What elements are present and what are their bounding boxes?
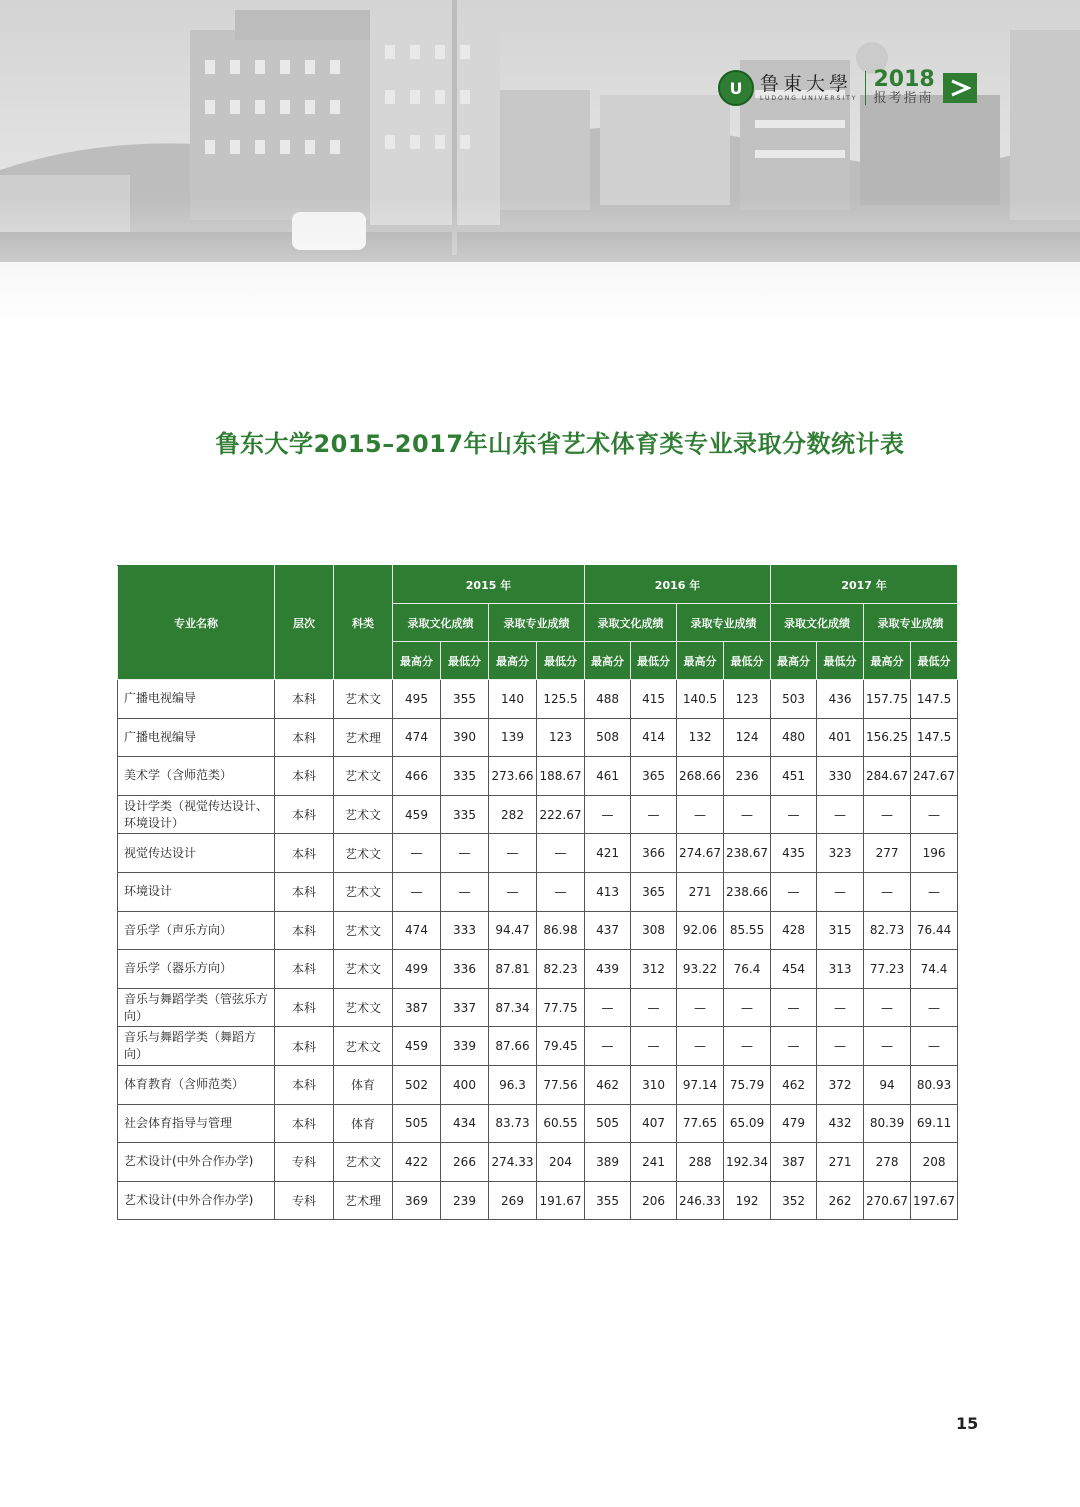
- cell-score: 156.25: [864, 718, 911, 757]
- cell-score: 80.93: [911, 1065, 958, 1104]
- table-row: [118, 1027, 958, 1066]
- cell-score: —: [537, 872, 585, 911]
- cell-score: 79.45: [537, 1027, 585, 1066]
- table-row: [118, 680, 958, 719]
- cell-score: 461: [585, 757, 631, 796]
- cell-category: 艺术文: [334, 680, 393, 719]
- cell-score: —: [864, 872, 911, 911]
- cell-level: 本科: [275, 1027, 334, 1066]
- cell-category: 艺术理: [334, 1181, 393, 1220]
- cell-score: 365: [631, 757, 677, 796]
- cell-score: 365: [631, 872, 677, 911]
- cell-score: —: [864, 988, 911, 1027]
- header-max: 最高分: [677, 642, 724, 680]
- cell-score: 139: [489, 718, 537, 757]
- guide-year-block: [873, 69, 934, 107]
- cell-score: 123: [537, 718, 585, 757]
- cell-score: 415: [631, 680, 677, 719]
- cell-score: 191.67: [537, 1181, 585, 1220]
- cell-score: —: [864, 795, 911, 834]
- cell-score: 401: [817, 718, 864, 757]
- header-year: 2016 年: [585, 566, 771, 604]
- cell-level: 本科: [275, 911, 334, 950]
- cell-score: —: [631, 1027, 677, 1066]
- cell-score: 436: [817, 680, 864, 719]
- cell-score: 330: [817, 757, 864, 796]
- header-score-group: 录取专业成绩: [489, 604, 585, 642]
- table-row: [118, 950, 958, 989]
- table-row: [118, 988, 958, 1027]
- cell-category: 艺术文: [334, 1143, 393, 1182]
- cell-score: —: [817, 1027, 864, 1066]
- cell-score: 352: [771, 1181, 817, 1220]
- cell-score: 123: [724, 680, 771, 719]
- cell-score: 503: [771, 680, 817, 719]
- cell-level: 本科: [275, 950, 334, 989]
- cell-score: 132: [677, 718, 724, 757]
- cell-score: —: [771, 988, 817, 1027]
- cell-score: 323: [817, 834, 864, 873]
- cell-score: 308: [631, 911, 677, 950]
- cell-score: 479: [771, 1104, 817, 1143]
- cell-score: 147.5: [911, 718, 958, 757]
- cell-score: 86.98: [537, 911, 585, 950]
- table-row: [118, 1104, 958, 1143]
- cell-level: 专科: [275, 1143, 334, 1182]
- cell-level: 本科: [275, 680, 334, 719]
- cell-score: —: [631, 795, 677, 834]
- cell-level: 本科: [275, 718, 334, 757]
- cell-score: 499: [393, 950, 441, 989]
- university-logo: [718, 70, 754, 106]
- table-body: [118, 680, 958, 1220]
- cell-category: 艺术文: [334, 988, 393, 1027]
- cell-score: 94: [864, 1065, 911, 1104]
- cell-score: 147.5: [911, 680, 958, 719]
- cell-score: —: [489, 872, 537, 911]
- admission-scores-table: [117, 565, 958, 1220]
- university-name: [760, 73, 857, 103]
- cell-score: 336: [441, 950, 489, 989]
- header-score-group: 录取文化成绩: [585, 604, 677, 642]
- cell-score: 488: [585, 680, 631, 719]
- header-category: 科类: [334, 566, 393, 680]
- cell-score: —: [864, 1027, 911, 1066]
- header-score-group: 录取专业成绩: [677, 604, 771, 642]
- page-number: 15: [956, 1414, 979, 1433]
- cell-score: 278: [864, 1143, 911, 1182]
- table-row: [118, 911, 958, 950]
- cell-major-name: 广播电视编导: [118, 718, 275, 757]
- cell-score: 125.5: [537, 680, 585, 719]
- cell-score: —: [585, 988, 631, 1027]
- cell-score: 74.4: [911, 950, 958, 989]
- cell-score: 206: [631, 1181, 677, 1220]
- cell-score: 85.55: [724, 911, 771, 950]
- cell-score: 75.79: [724, 1065, 771, 1104]
- cell-level: 本科: [275, 757, 334, 796]
- header-level: 层次: [275, 566, 334, 680]
- campus-buildings-illustration: [0, 0, 1080, 360]
- cell-score: —: [393, 834, 441, 873]
- header-max: 最高分: [489, 642, 537, 680]
- table-row: [118, 1065, 958, 1104]
- header-year: 2017 年: [771, 566, 958, 604]
- cell-score: 462: [585, 1065, 631, 1104]
- cell-level: 本科: [275, 1104, 334, 1143]
- cell-score: 502: [393, 1065, 441, 1104]
- cell-score: 387: [393, 988, 441, 1027]
- cell-score: 270.67: [864, 1181, 911, 1220]
- table-row: [118, 1143, 958, 1182]
- cell-score: 76.4: [724, 950, 771, 989]
- cell-category: 艺术文: [334, 834, 393, 873]
- cell-score: —: [911, 1027, 958, 1066]
- cell-score: 96.3: [489, 1065, 537, 1104]
- cell-score: 355: [585, 1181, 631, 1220]
- cell-score: —: [537, 834, 585, 873]
- cell-score: 313: [817, 950, 864, 989]
- cell-major-name: 音乐与舞蹈学类（舞蹈方向）: [118, 1027, 275, 1066]
- cell-score: 428: [771, 911, 817, 950]
- header-max: 最高分: [771, 642, 817, 680]
- cell-score: 82.73: [864, 911, 911, 950]
- table-row: [118, 795, 958, 834]
- cell-score: 505: [393, 1104, 441, 1143]
- cell-score: 462: [771, 1065, 817, 1104]
- cell-score: —: [817, 795, 864, 834]
- cell-score: 274.33: [489, 1143, 537, 1182]
- cell-score: 77.75: [537, 988, 585, 1027]
- cell-major-name: 艺术设计(中外合作办学): [118, 1143, 275, 1182]
- cell-score: 92.06: [677, 911, 724, 950]
- cell-score: 274.67: [677, 834, 724, 873]
- cell-score: —: [677, 988, 724, 1027]
- cell-score: —: [724, 988, 771, 1027]
- cell-score: 282: [489, 795, 537, 834]
- cell-score: —: [393, 872, 441, 911]
- cell-score: 94.47: [489, 911, 537, 950]
- cell-major-name: 广播电视编导: [118, 680, 275, 719]
- cell-score: —: [911, 872, 958, 911]
- header-score-group: 录取专业成绩: [864, 604, 958, 642]
- cell-category: 艺术文: [334, 911, 393, 950]
- cell-score: 268.66: [677, 757, 724, 796]
- cell-score: 312: [631, 950, 677, 989]
- cell-score: —: [585, 795, 631, 834]
- cell-major-name: 环境设计: [118, 872, 275, 911]
- cell-score: 238.67: [724, 834, 771, 873]
- cell-score: —: [771, 872, 817, 911]
- cell-score: 192.34: [724, 1143, 771, 1182]
- cell-score: —: [631, 988, 677, 1027]
- cell-score: 208: [911, 1143, 958, 1182]
- cell-score: 432: [817, 1104, 864, 1143]
- brand-header: [718, 66, 978, 110]
- cell-score: 369: [393, 1181, 441, 1220]
- cell-score: 422: [393, 1143, 441, 1182]
- cell-score: 124: [724, 718, 771, 757]
- cell-score: 466: [393, 757, 441, 796]
- cell-score: 140: [489, 680, 537, 719]
- cell-score: 87.34: [489, 988, 537, 1027]
- guide-label: 报考指南: [873, 91, 934, 106]
- cell-score: 80.39: [864, 1104, 911, 1143]
- cell-score: 77.56: [537, 1065, 585, 1104]
- header-min: 最低分: [441, 642, 489, 680]
- cell-category: 艺术文: [334, 872, 393, 911]
- cell-level: 专科: [275, 1181, 334, 1220]
- cell-score: 266: [441, 1143, 489, 1182]
- cell-score: 337: [441, 988, 489, 1027]
- header-min: 最低分: [631, 642, 677, 680]
- cell-score: 508: [585, 718, 631, 757]
- cell-score: —: [677, 1027, 724, 1066]
- header-min: 最低分: [537, 642, 585, 680]
- university-name-en: LUDONG UNIVERSITY: [760, 95, 858, 102]
- cell-category: 艺术文: [334, 950, 393, 989]
- cell-score: 273.66: [489, 757, 537, 796]
- cell-score: 414: [631, 718, 677, 757]
- cell-score: —: [771, 795, 817, 834]
- table-row: [118, 1181, 958, 1220]
- header-major: 专业名称: [118, 566, 275, 680]
- cell-score: 335: [441, 757, 489, 796]
- cell-score: —: [489, 834, 537, 873]
- cell-score: 239: [441, 1181, 489, 1220]
- table-row: [118, 718, 958, 757]
- cell-major-name: 视觉传达设计: [118, 834, 275, 873]
- cell-category: 艺术文: [334, 757, 393, 796]
- cell-score: 339: [441, 1027, 489, 1066]
- cell-score: 277: [864, 834, 911, 873]
- cell-score: 474: [393, 718, 441, 757]
- cell-score: —: [911, 988, 958, 1027]
- page-title: 鲁东大学2015–2017年山东省艺术体育类专业录取分数统计表: [215, 430, 905, 458]
- cell-score: 77.23: [864, 950, 911, 989]
- cell-score: 387: [771, 1143, 817, 1182]
- cell-score: —: [441, 872, 489, 911]
- cell-level: 本科: [275, 1065, 334, 1104]
- cell-score: 188.67: [537, 757, 585, 796]
- cell-score: 87.81: [489, 950, 537, 989]
- cell-category: 艺术理: [334, 718, 393, 757]
- cell-major-name: 社会体育指导与管理: [118, 1104, 275, 1143]
- cell-score: 204: [537, 1143, 585, 1182]
- logo-mark: U: [729, 78, 743, 98]
- cell-score: 97.14: [677, 1065, 724, 1104]
- cell-score: 93.22: [677, 950, 724, 989]
- brand-divider: [865, 71, 866, 105]
- cell-level: 本科: [275, 872, 334, 911]
- cell-score: 269: [489, 1181, 537, 1220]
- cell-score: 366: [631, 834, 677, 873]
- cell-score: 77.65: [677, 1104, 724, 1143]
- cell-score: 372: [817, 1065, 864, 1104]
- table-row: [118, 834, 958, 873]
- header-min: 最低分: [817, 642, 864, 680]
- cell-score: —: [585, 1027, 631, 1066]
- cell-category: 艺术文: [334, 1027, 393, 1066]
- cell-score: 459: [393, 795, 441, 834]
- cell-score: 435: [771, 834, 817, 873]
- cell-level: 本科: [275, 834, 334, 873]
- cell-major-name: 音乐学（声乐方向）: [118, 911, 275, 950]
- cell-score: —: [771, 1027, 817, 1066]
- cell-score: 262: [817, 1181, 864, 1220]
- campus-header-photo: [0, 0, 1080, 360]
- header-max: 最高分: [864, 642, 911, 680]
- cell-score: 454: [771, 950, 817, 989]
- cell-score: 459: [393, 1027, 441, 1066]
- cell-score: —: [911, 795, 958, 834]
- cell-score: 238.66: [724, 872, 771, 911]
- cell-score: 222.67: [537, 795, 585, 834]
- cell-score: 355: [441, 680, 489, 719]
- guide-year: 2018: [873, 67, 935, 92]
- header-min: 最低分: [911, 642, 958, 680]
- header-min: 最低分: [724, 642, 771, 680]
- cell-score: 400: [441, 1065, 489, 1104]
- cell-score: 192: [724, 1181, 771, 1220]
- cell-score: 288: [677, 1143, 724, 1182]
- cell-score: 271: [817, 1143, 864, 1182]
- cell-score: 247.67: [911, 757, 958, 796]
- header-max: 最高分: [585, 642, 631, 680]
- header-year: 2015 年: [393, 566, 585, 604]
- cell-score: 157.75: [864, 680, 911, 719]
- header-score-group: 录取文化成绩: [771, 604, 864, 642]
- cell-score: 437: [585, 911, 631, 950]
- cell-score: 310: [631, 1065, 677, 1104]
- cell-level: 本科: [275, 988, 334, 1027]
- cell-score: 413: [585, 872, 631, 911]
- cell-score: 335: [441, 795, 489, 834]
- cell-score: 82.23: [537, 950, 585, 989]
- cell-score: 83.73: [489, 1104, 537, 1143]
- cell-score: 87.66: [489, 1027, 537, 1066]
- cell-score: 315: [817, 911, 864, 950]
- university-name-cn: 鲁東大學: [760, 73, 853, 95]
- cell-major-name: 音乐学（器乐方向）: [118, 950, 275, 989]
- cell-score: 236: [724, 757, 771, 796]
- header-score-group: 录取文化成绩: [393, 604, 489, 642]
- header-max: 最高分: [393, 642, 441, 680]
- cell-score: 246.33: [677, 1181, 724, 1220]
- cell-score: 197.67: [911, 1181, 958, 1220]
- cell-score: 241: [631, 1143, 677, 1182]
- cell-level: 本科: [275, 795, 334, 834]
- cell-score: 390: [441, 718, 489, 757]
- cell-score: 333: [441, 911, 489, 950]
- cell-major-name: 艺术设计(中外合作办学): [118, 1181, 275, 1220]
- cell-score: 65.09: [724, 1104, 771, 1143]
- cell-score: 434: [441, 1104, 489, 1143]
- cell-score: 421: [585, 834, 631, 873]
- cell-score: —: [677, 795, 724, 834]
- cell-category: 体育: [334, 1104, 393, 1143]
- cell-score: —: [441, 834, 489, 873]
- cell-score: 76.44: [911, 911, 958, 950]
- cell-score: —: [724, 795, 771, 834]
- cell-score: —: [817, 988, 864, 1027]
- cell-category: 体育: [334, 1065, 393, 1104]
- cell-score: 284.67: [864, 757, 911, 796]
- cell-score: 69.11: [911, 1104, 958, 1143]
- cell-major-name: 音乐与舞蹈学类（管弦乐方向）: [118, 988, 275, 1027]
- table-row: [118, 872, 958, 911]
- cell-score: 474: [393, 911, 441, 950]
- cell-score: —: [724, 1027, 771, 1066]
- cell-major-name: 设计学类（视觉传达设计、环境设计）: [118, 795, 275, 834]
- arrow-icon: [943, 73, 977, 103]
- cell-major-name: 体育教育（含师范类）: [118, 1065, 275, 1104]
- table-row: [118, 757, 958, 796]
- cell-score: 196: [911, 834, 958, 873]
- cell-score: 480: [771, 718, 817, 757]
- cell-score: 439: [585, 950, 631, 989]
- cell-score: —: [817, 872, 864, 911]
- cell-score: 451: [771, 757, 817, 796]
- cell-score: 271: [677, 872, 724, 911]
- cell-score: 505: [585, 1104, 631, 1143]
- cell-score: 407: [631, 1104, 677, 1143]
- cell-score: 140.5: [677, 680, 724, 719]
- cell-category: 艺术文: [334, 795, 393, 834]
- cell-major-name: 美术学（含师范类）: [118, 757, 275, 796]
- cell-score: 389: [585, 1143, 631, 1182]
- cell-score: 60.55: [537, 1104, 585, 1143]
- cell-score: 495: [393, 680, 441, 719]
